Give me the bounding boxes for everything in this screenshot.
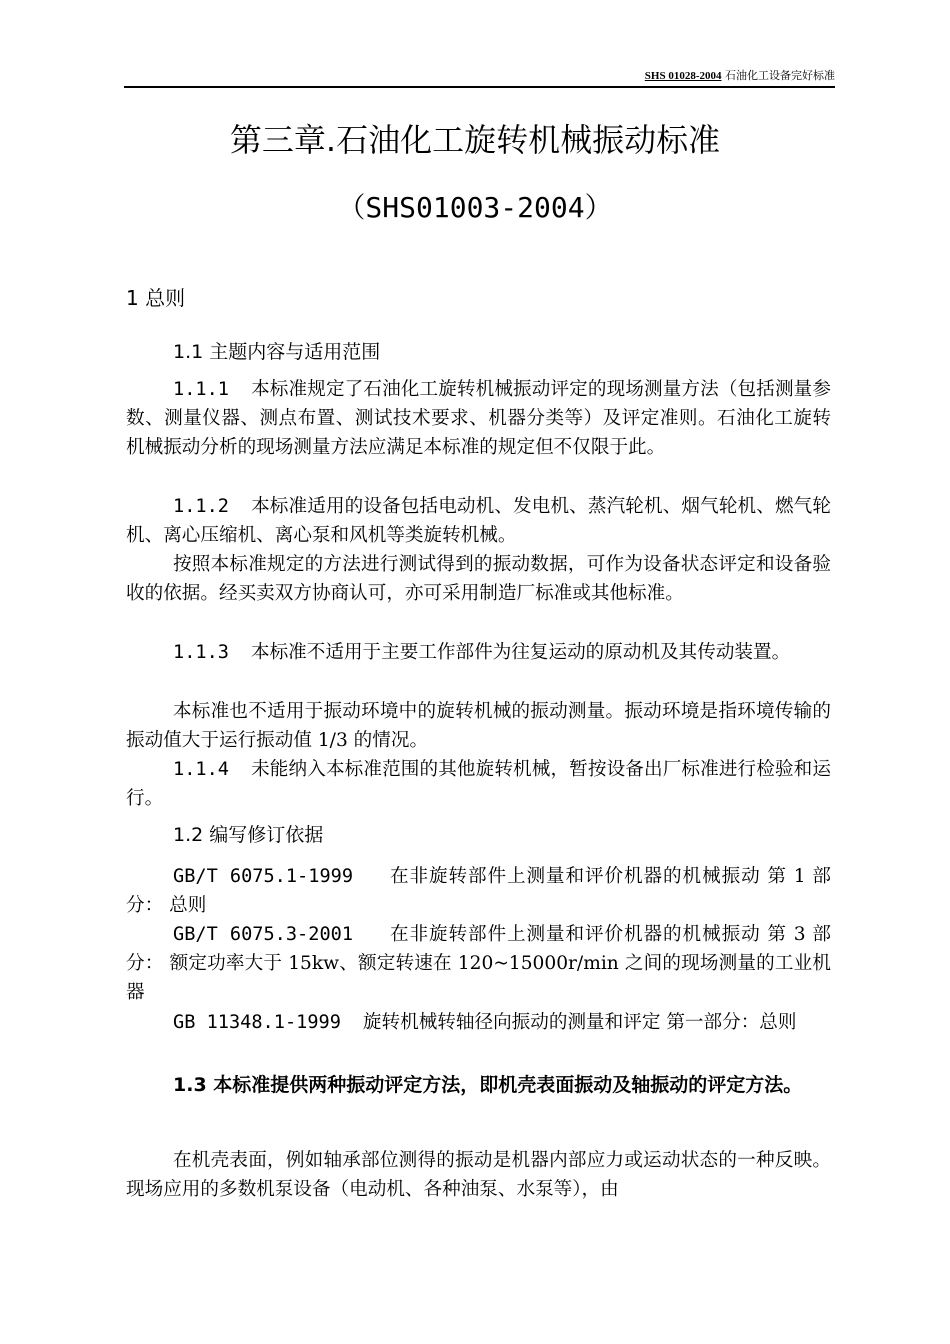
clause-text: 本标准规定了石油化工旋转机械振动评定的现场测量方法（包括测量参数、测量仪器、测点布置、测试技术要求、机器分类等）及评定准则。石油化工旋转机械振动分析的现场测量方法应满足本标准的规定但不仅限于此。 bbox=[126, 379, 831, 458]
reference-title: 在非旋转部件上测量和评价机器的机械振动 第 1 部分： 总则 bbox=[126, 866, 831, 916]
reference-code: GB 11348.1-1999 bbox=[173, 1012, 341, 1033]
clause-number: 1.1.3 bbox=[173, 642, 229, 663]
section-1-3-heading: 1.3 本标准提供两种振动评定方法，即机壳表面振动及轴振动的评定方法。 bbox=[173, 1074, 803, 1096]
reference-2 bbox=[126, 920, 831, 1007]
reference-title: 旋转机械转轴径向振动的测量和评定 第一部分：总则 bbox=[362, 1012, 797, 1033]
clause-number: 1.1.2 bbox=[173, 496, 229, 517]
paragraph-1-1-1 bbox=[126, 375, 831, 462]
chapter-title: 第三章.石油化工旋转机械振动标准 bbox=[229, 121, 721, 159]
section-1-heading: 1 总则 bbox=[126, 286, 186, 310]
clause-text: 本标准不适用于主要工作部件为往复运动的原动机及其传动装置。 bbox=[250, 642, 791, 663]
section-1-1-heading: 1.1 主题内容与适用范围 bbox=[173, 341, 381, 363]
paragraph-1-1-2 bbox=[126, 492, 831, 550]
header-title: 石油化工设备完好标准 bbox=[725, 69, 835, 82]
paragraph-1-1-4 bbox=[126, 755, 831, 813]
clause-text: 未能纳入本标准范围的其他旋转机械，暂按设备出厂标准进行检验和运行。 bbox=[126, 759, 831, 809]
reference-3 bbox=[126, 1008, 831, 1037]
standard-number: （SHS01003-2004） bbox=[337, 191, 613, 224]
paragraph-1-1-3 bbox=[126, 638, 831, 667]
reference-1 bbox=[126, 862, 831, 920]
reference-code: GB/T 6075.3-2001 bbox=[173, 924, 354, 945]
clause-text: 本标准适用的设备包括电动机、发电机、蒸汽轮机、烟气轮机、燃气轮机、离心压缩机、离心泵和风机等类旋转机械。 bbox=[126, 496, 831, 546]
clause-number: 1.1.4 bbox=[173, 759, 229, 780]
clause-number: 1.1.1 bbox=[173, 379, 229, 400]
paragraph-1-3: 在机壳表面，例如轴承部位测得的振动是机器内部应力或运动状态的一种反映。现场应用的多数机泵设备（电动机、各种油泵、水泵等），由 bbox=[126, 1150, 831, 1200]
header-standard-code: SHS 01028-2004 bbox=[644, 70, 722, 82]
page-header bbox=[124, 68, 835, 88]
reference-code: GB/T 6075.1-1999 bbox=[173, 866, 354, 887]
paragraph-1-1-3-continued: 本标准也不适用于振动环境中的旋转机械的振动测量。振动环境是指环境传输的振动值大于运行振动值 1/3 的情况。 bbox=[126, 701, 831, 751]
section-1-2-heading: 1.2 编写修订依据 bbox=[173, 824, 324, 846]
reference-title: 在非旋转部件上测量和评价机器的机械振动 第 3 部分： 额定功率大于 15kw、额定转速在 120~15000r/min 之间的现场测量的工业机器 bbox=[126, 924, 831, 1003]
paragraph-1-1-2-continued: 按照本标准规定的方法进行测试得到的振动数据，可作为设备状态评定和设备验收的依据。经买卖双方协商认可，亦可采用制造厂标准或其他标准。 bbox=[126, 554, 831, 604]
